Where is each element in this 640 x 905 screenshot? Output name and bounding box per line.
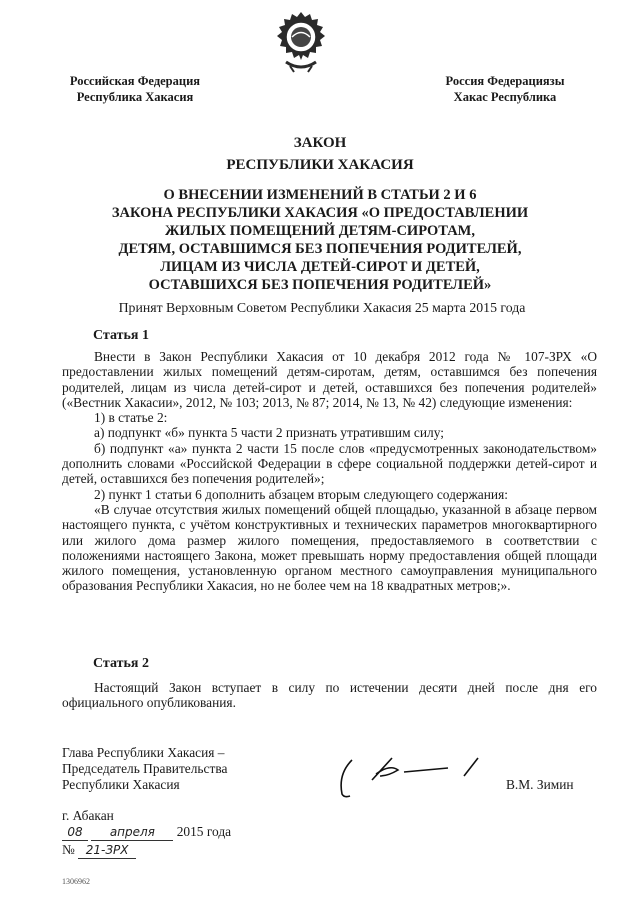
law-title-line2: РЕСПУБЛИКИ ХАКАСИЯ — [226, 157, 414, 173]
signature-line1: Глава Республики Хакасия – — [62, 745, 225, 760]
header-right-line1: Россия Федерациязы — [445, 74, 565, 88]
article1-heading: Статья 1 — [93, 328, 149, 343]
article1-item1a: а) подпункт «б» пункта 5 части 2 признать утратившим силу; — [94, 425, 444, 441]
article1-item2: 2) пункт 1 статьи 6 дополнить абзацем вторым следующего содержания: — [94, 486, 508, 502]
coat-of-arms-emblem — [272, 10, 330, 76]
date-year: 2015 года — [176, 824, 232, 839]
date-day: 08 — [62, 824, 88, 841]
adopted-line: Принят Верховным Советом Республики Хакасия 25 марта 2015 года — [118, 300, 526, 315]
subtitle-line: О ВНЕСЕНИИ ИЗМЕНЕНИЙ В СТАТЬИ 2 И 6 — [163, 187, 477, 203]
subtitle-line: ОСТАВШИХСЯ БЕЗ ПОПЕЧЕНИЯ РОДИТЕЛЕЙ» — [148, 277, 492, 293]
header-left-line2: Республика Хакасия — [76, 90, 194, 104]
article1-quote: «В случае отсутствия жилых помещений общей площадью, указанной в абзаце первом настоящего пункта, с учётом конструктивных и технических параметров многоквартирного или жилого дома размер жилого помещения, предоставляемого в соответствии с положениями настоящего Закона, может превышать норму предоставления общей площади жилого помещения, установленную органом местного самоуправления муниципального образования Республики Хакасия, но не более чем на 18 квадратных метров;». — [62, 501, 597, 594]
law-title — [0, 133, 640, 175]
article2-text: Настоящий Закон вступает в силу по истечении десяти дней после дня его официального опубликования. — [62, 680, 597, 711]
date-month: апреля — [91, 824, 173, 841]
number-prefix: № — [62, 842, 75, 857]
signature-line2: Председатель Правительства — [62, 761, 228, 776]
law-title-line1: ЗАКОН — [293, 135, 347, 151]
article1-intro: Внести в Закон Республики Хакасия от 10 декабря 2012 года № 107-ЗРХ «О предоставлении жилых помещений детям-сиротам, детям, оставшимся без попечения родителей, лицам из числа детей-сирот и детей, оставшихся без попечения родителей» («Вестник Хакасии», 2012, № 103; 2013, № 87; 2014, № 13, № 42) следующие изменения: — [62, 349, 597, 410]
handwritten-signature — [330, 752, 490, 802]
article2-heading: Статья 2 — [93, 656, 149, 671]
law-subtitle — [60, 186, 580, 294]
header-right — [420, 73, 590, 105]
subtitle-line: ЖИЛЫХ ПОМЕЩЕНИЙ ДЕТЯМ-СИРОТАМ, — [164, 223, 475, 239]
article1-body — [62, 349, 597, 594]
header-left — [50, 73, 220, 105]
subtitle-line: ЗАКОНА РЕСПУБЛИКИ ХАКАСИЯ «О ПРЕДОСТАВЛЕНИИ — [111, 205, 529, 221]
footer-code: 1306962 — [62, 877, 90, 886]
signatory-name: В.М. Зимин — [506, 777, 574, 792]
city: г. Абакан — [62, 808, 114, 823]
subtitle-line: ДЕТЯМ, ОСТАВШИМСЯ БЕЗ ПОПЕЧЕНИЯ РОДИТЕЛЕЙ, — [118, 241, 522, 257]
law-number: 21-ЗРХ — [78, 842, 136, 859]
signature-line3: Республики Хакасия — [62, 777, 180, 792]
article2-body — [62, 680, 597, 711]
header-right-line2: Хакас Республика — [453, 90, 557, 104]
article1-item1b: б) подпункт «а» пункта 2 части 15 после слов «предусмотренных законодательством» дополнить словами «Российской Федерации в сфере социальной поддержки детей-сирот и детей, оставшихся без попечения родителей»; — [62, 440, 597, 487]
article1-item1: 1) в статье 2: — [94, 410, 168, 426]
date-line — [62, 824, 262, 841]
header-left-line1: Российская Федерация — [69, 74, 201, 88]
signature-title — [62, 745, 227, 793]
subtitle-line: ЛИЦАМ ИЗ ЧИСЛА ДЕТЕЙ-СИРОТ И ДЕТЕЙ, — [160, 259, 480, 275]
number-line — [62, 842, 136, 859]
